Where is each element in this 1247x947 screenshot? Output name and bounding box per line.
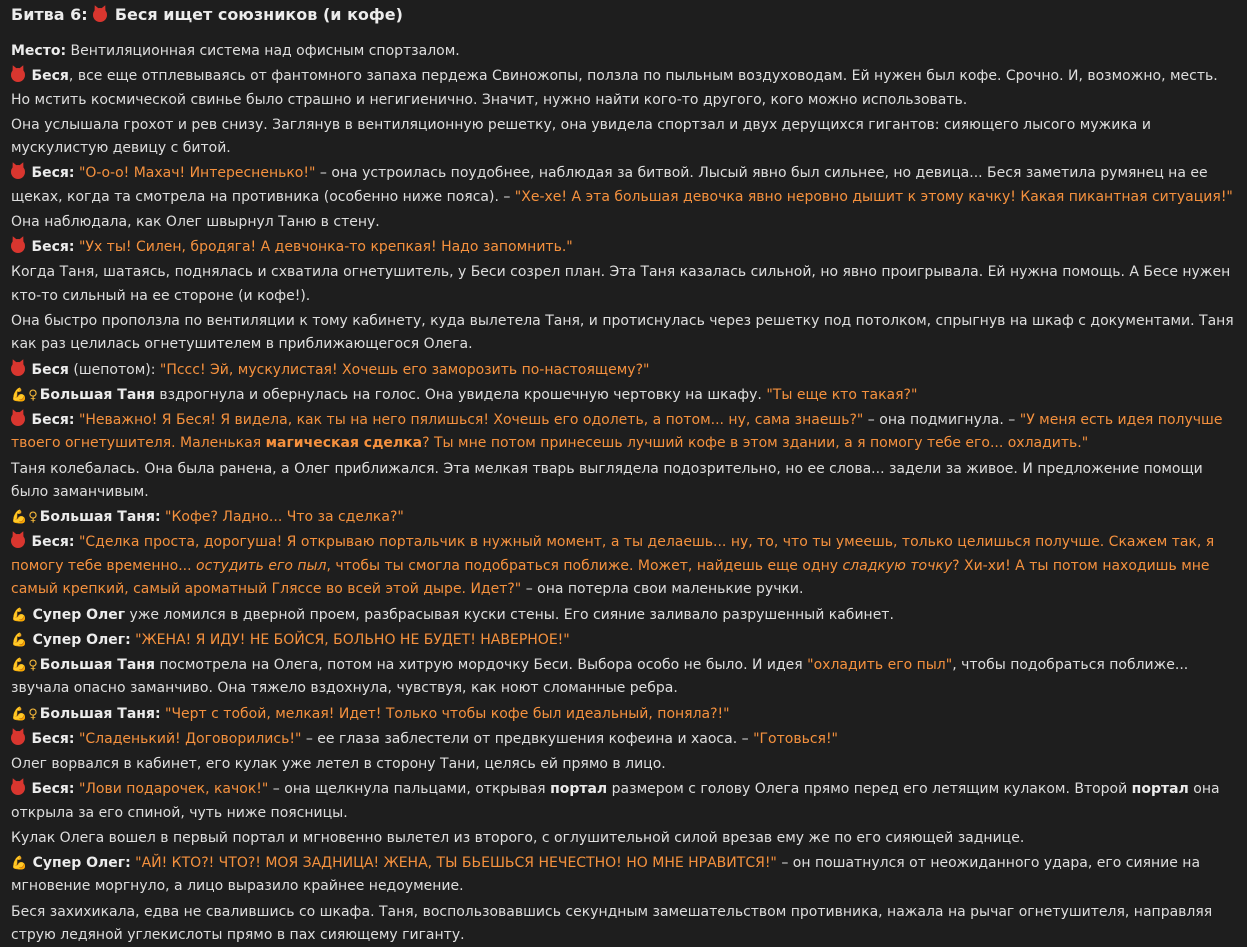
title-text: Беся ищет союзников (и кофе) [114,5,403,24]
text: , чтобы подобраться поближе... звучала опасно заманчиво. Она тяжело вздохнула, чувствуя, как ноют сломанные ребра. [11,656,1189,697]
text: вздрогнула и обернулась на голос. Она увидела крошечную чертовку на шкафу. [154,386,767,403]
paragraph [11,40,1235,63]
paragraph [11,65,1235,112]
paragraph [11,778,1235,825]
quote-part: ? Ты мне потом принесешь лучший кофе в этом здании, а я помогу тебе его... охладить." [422,435,1089,452]
text: Кулак Олега вошел в первый портал и мгновенно вылетел из второго, с оглушительной силой врезав ему же по его сияющей заднице. [11,829,1025,846]
flexed-biceps-icon: 💪 [11,657,28,673]
speaker: Беся: [31,239,75,256]
female-sign-icon: ♀ [28,706,38,722]
paragraph [11,211,1235,234]
paragraph [11,310,1235,357]
speaker: Большая Таня: [39,705,161,722]
location-label: Место: [11,43,67,59]
quote-part: , чтобы ты смогла подобраться поближе. Может, найдешь еще одну [326,557,843,574]
text: размером с голову Олега прямо перед его летящим кулаком. Второй [607,781,1132,798]
devil-icon [11,165,25,179]
speaker: Беся: [31,781,75,798]
quote: "Готовься!" [753,730,838,747]
text: Беся захихикала, едва не свалившись со шкафа. Таня, воспользовавшись секундным замешательством противника, нажала на рычаг огнетушителя, направляя струю ледяной углекислоты прямо в пах сияющему гиганту. [11,903,1213,943]
text: – она потерла свои маленькие ручки. [521,581,804,598]
paragraph [11,703,1235,726]
quote-part: ? Хи-хи! А ты потом находишь мне самый крепкий, самый ароматный Гляссе во всей этой дыре. Идет?" [11,557,1210,598]
paragraph [11,753,1235,776]
devil-icon [11,534,25,548]
speaker: Супер Олег: [32,854,131,871]
speaker: Беся: [31,534,75,551]
quote: "Неважно! Я Беся! Я видела, как ты на него пялишься! Хочешь его одолеть, а потом... ну, сама знаешь?" [78,412,864,429]
document-title [11,3,1235,27]
speaker: Большая Таня [39,656,155,673]
devil-icon [93,8,107,22]
paragraph [11,162,1235,209]
text: она открыла за его спиной, чуть ниже поясницы. [11,781,1220,821]
paragraph [11,359,1235,382]
paragraph [11,604,1235,627]
text: посмотрела на Олега, потом на хитрую мордочку Беси. Выбора особо не было. И идея [154,656,808,673]
devil-icon [11,731,25,745]
speaker: Беся: [31,730,75,747]
speaker: Беся [31,361,69,378]
female-sign-icon: ♀ [28,387,38,403]
paragraph [11,458,1235,505]
paragraph [11,901,1235,947]
paragraph [11,852,1235,899]
devil-icon [11,239,25,253]
flexed-biceps-icon: 💪 [11,387,28,403]
female-sign-icon: ♀ [28,510,38,526]
quote-italic: остудить его пыл [196,557,327,574]
paragraph [11,114,1235,161]
text: Она услышала грохот и рев снизу. Заглянув в вентиляционную решетку, она увидела спортзал и двух дерущихся гигантов: сияющего лысого мужика и мускулистую девицу с битой. [11,116,1151,157]
flexed-biceps-icon: 💪 [11,607,28,623]
flexed-biceps-icon: 💪 [11,632,28,648]
title-prefix: Битва 6: [11,5,88,24]
quote-part: "У меня есть идея получше твоего огнетушителя. Маленькая [11,412,1223,452]
speaker: Супер Олег: [32,631,131,648]
text: – она щелкнула пальцами, открывая [268,781,551,798]
speaker: Большая Таня: [39,509,161,526]
quote: "Кофе? Ладно... Что за сделка?" [165,509,404,526]
paragraph [11,261,1235,308]
quote: "охладить его пыл" [807,656,953,673]
flexed-biceps-icon: 💪 [11,706,28,722]
text: Вентиляционная система над офисным спортзалом. [66,43,460,59]
quote: "Сладенький! Договорились!" [78,730,302,747]
speaker: Беся: [31,412,75,429]
quote-part: "Сделка проста, дорогуша! Я открываю портальчик в нужный момент, а ты делаешь... ну, то, что ты умеешь, только целишься получше. Скажем так, я помогу тебе временно... [11,534,1215,574]
paragraph [11,654,1235,701]
devil-icon [11,68,25,82]
flexed-biceps-icon: 💪 [11,510,28,526]
paragraph [11,409,1235,456]
text: Олег ворвался в кабинет, его кулак уже летел в сторону Тани, целясь ей прямо в лицо. [11,755,666,772]
text: Она быстро проползла по вентиляции к тому кабинету, куда вылетела Таня, и протиснулась через решетку под потолком, спрыгнув на шкаф с документами. Таня как раз целилась огнетушителем в приближающегося Олега. [11,313,1234,353]
speaker: Беся [31,68,69,85]
text: (шепотом): [68,361,160,378]
quote: "Хе-хе! А эта большая девочка явно неровно дышит к этому качку! Какая пикантная ситуация!" [514,188,1233,205]
bold-term: портал [1131,781,1189,798]
quote: "ЖЕНА! Я ИДУ! НЕ БОЙСЯ, БОЛЬНО НЕ БУДЕТ! НАВЕРНОЕ!" [135,631,570,648]
devil-icon [11,362,25,376]
quote: "Лови подарочек, качок!" [78,781,269,798]
text: – она подмигнула. – [863,412,1020,429]
speaker: Беся: [31,165,75,182]
quote: "АЙ! КТО?! ЧТО?! МОЯ ЗАДНИЦА! ЖЕНА, ТЫ БЬЕШЬСЯ НЕЧЕСТНО! НО МНЕ НРАВИТСЯ!" [135,854,777,871]
quote: "Пссс! Эй, мускулистая! Хочешь его заморозить по-настоящему?" [159,361,650,378]
paragraph [11,728,1235,751]
text: – ее глаза заблестели от предвкушения кофеина и хаоса. – [301,730,754,747]
devil-icon [11,781,25,795]
quote: "Ух ты! Силен, бродяга! А девчонка-то крепкая! Надо запомнить." [78,239,573,256]
paragraph [11,384,1235,407]
speaker: Большая Таня [39,386,155,403]
speaker: Супер Олег [32,606,126,623]
text: Когда Таня, шатаясь, поднялась и схватила огнетушитель, у Беси созрел план. Эта Таня казалась сильной, но явно проигрывала. Ей нужна помощь. А Бесе нужен кто-то сильный на ее стороне (и кофе!). [11,264,1231,304]
devil-icon [11,412,25,426]
flexed-biceps-icon: 💪 [11,855,28,871]
text: – она устроилась поудобнее, наблюдая за битвой. Лысый явно был сильнее, но девица... Беся заметила румянец на ее щеках, когда та смотрела на противника (особенно ниже пояса). – [11,165,1208,205]
quote: "Черт с тобой, мелкая! Идет! Только чтобы кофе был идеальный, поняла?!" [165,705,730,722]
female-sign-icon: ♀ [28,657,38,673]
paragraph [11,629,1235,652]
quote: "О-о-о! Махач! Интересненько!" [78,165,316,182]
text: Таня колебалась. Она была ранена, а Олег приближался. Эта мелкая тварь выглядела подозрительно, но ее слова... задели за живое. И предложение помощи было заманчивым. [11,460,1203,501]
quote: "Ты еще кто такая?" [766,386,918,403]
text: Она наблюдала, как Олег швырнул Таню в стену. [11,214,380,231]
bold-term: портал [550,781,608,798]
text: уже ломился в дверной проем, разбрасывая куски стены. Его сияние заливало разрушенный кабинет. [125,606,894,623]
quote-italic: сладкую точку [842,557,953,574]
quote-emphasis: магическая сделка [265,435,423,452]
paragraph [11,827,1235,850]
text: , все еще отплевываясь от фантомного запаха пердежа Свиножопы, ползла по пыльным воздуховодам. Ей нужен был кофе. Срочно. И, возможно, месть. Но мстить космической свинье было страшно и негигиенично. Значит, нужно найти кого-то другого, кого можно использовать. [11,68,1218,108]
text: – он пошатнулся от неожиданного удара, его сияние на мгновение моргнуло, а лицо выразило крайнее недоумение. [11,854,1201,895]
paragraph [11,236,1235,259]
paragraph [11,531,1235,601]
paragraph [11,506,1235,529]
